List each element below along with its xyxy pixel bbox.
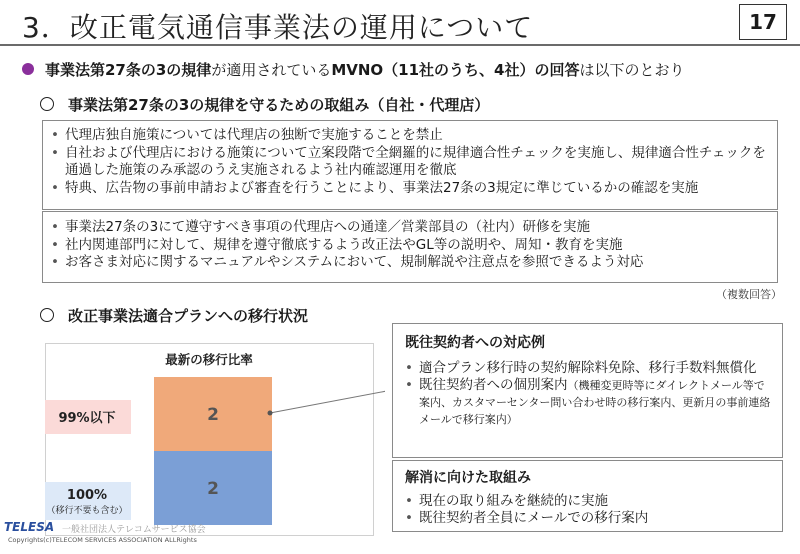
section1-heading-text: 事業法第27条の3の規律を守るための取組み（自社・代理店） [68, 96, 490, 114]
measure-item: • お客さま対応に関するマニュアルやシステムにおいて、規制解説や注意点を参照できるよう対応 [51, 254, 771, 272]
measure-item: • 代理店独自施策については代理店の独断で実施することを禁止 [51, 127, 771, 145]
measure-item: • 特典、広告物の事前申請および審査を行うことにより、事業法27条の3規定に準じているかの確認を実施 [51, 180, 771, 198]
lead-strong-2: MVNO（11社のうち、4社）の回答 [331, 61, 580, 79]
circle-bullet-icon [40, 97, 54, 111]
resolution-item: • 現在の取り組みを継続的に実施 [405, 493, 772, 510]
chart-title: 最新の移行比率 [165, 352, 253, 367]
existing-item-2-detail: （機種変更時等にダイレクトメール等で案内、カスタマーセンター問い合わせ時の移行案内、更新月の事前連絡メールで移行案内） [419, 379, 771, 426]
page-title: 3．改正電気通信事業法の運用について [22, 11, 534, 44]
connector-dot-icon [268, 411, 273, 416]
existing-item-2 [405, 377, 772, 428]
lead-plain-2: は以下のとおり [579, 61, 685, 79]
section2-heading [40, 305, 308, 326]
bullet-dot-icon [22, 63, 34, 75]
bar-value-label: 2 [207, 405, 219, 425]
measures-box-1 [42, 120, 778, 210]
legend-label-99: 99%以下 [58, 411, 116, 426]
measures-box-2 [42, 211, 778, 283]
connector-line [270, 390, 385, 413]
existing-item-1: • 適合プラン移行時の契約解除料免除、移行手数料無償化 [405, 360, 772, 377]
measure-item: • 事業法27条の3にて遵守すべき事項の代理店への通達／営業部員の（社内）研修を実施 [51, 219, 771, 237]
legend-sublabel-100: （移行不要も含む） [46, 506, 128, 516]
migration-ratio-chart [45, 343, 385, 536]
page-number: 17 [739, 4, 787, 40]
existing-contract-box [392, 323, 783, 458]
lead-plain-1: が適用されている [211, 61, 332, 79]
existing-contract-list [405, 360, 772, 428]
measures-list-2 [51, 219, 771, 272]
measure-item: • 自社および代理店における施策について立案段階で全網羅的に規律適合性チェックを実施し、規律適合性チェックを通過した施策のみ承認のうえ実施されるよう社内確認運用を徹底 [51, 145, 771, 180]
organization-name: 一般社団法人テレコムサービス協会 [62, 525, 206, 535]
section2-heading-text: 改正事業法適合プランへの移行状況 [68, 307, 309, 325]
copyright-text: Copyrights(c)TELECOM SERVICES ASSOCIATION ALLRights [8, 536, 197, 544]
chart-bars [154, 377, 272, 525]
legend-label-100: 100% [66, 488, 108, 503]
measures-list-1 [51, 127, 771, 197]
resolution-title: 解消に向けた取組み [405, 470, 531, 486]
title-divider [0, 44, 800, 46]
section1-heading [40, 94, 489, 115]
lead-strong-1: 事業法第27条の3の規律 [45, 61, 212, 79]
measure-item: • 社内関連部門に対して、規律を遵守徹底するよう改正法やGL等の説明や、周知・教育を実施 [51, 237, 771, 255]
telesa-logo: TELESA [4, 520, 55, 534]
resolution-item: • 既往契約者全員にメールでの移行案内 [405, 510, 772, 527]
multiple-answer-note: （複数回答） [716, 288, 782, 301]
resolution-list [405, 493, 772, 527]
bar-value-label: 2 [207, 479, 219, 499]
existing-contract-title: 既往契約者への対応例 [405, 335, 545, 351]
lead-text [45, 59, 685, 80]
circle-bullet-icon [40, 308, 54, 322]
existing-item-2-main: 既往契約者への個別案内 [419, 377, 568, 393]
resolution-box [392, 460, 783, 532]
